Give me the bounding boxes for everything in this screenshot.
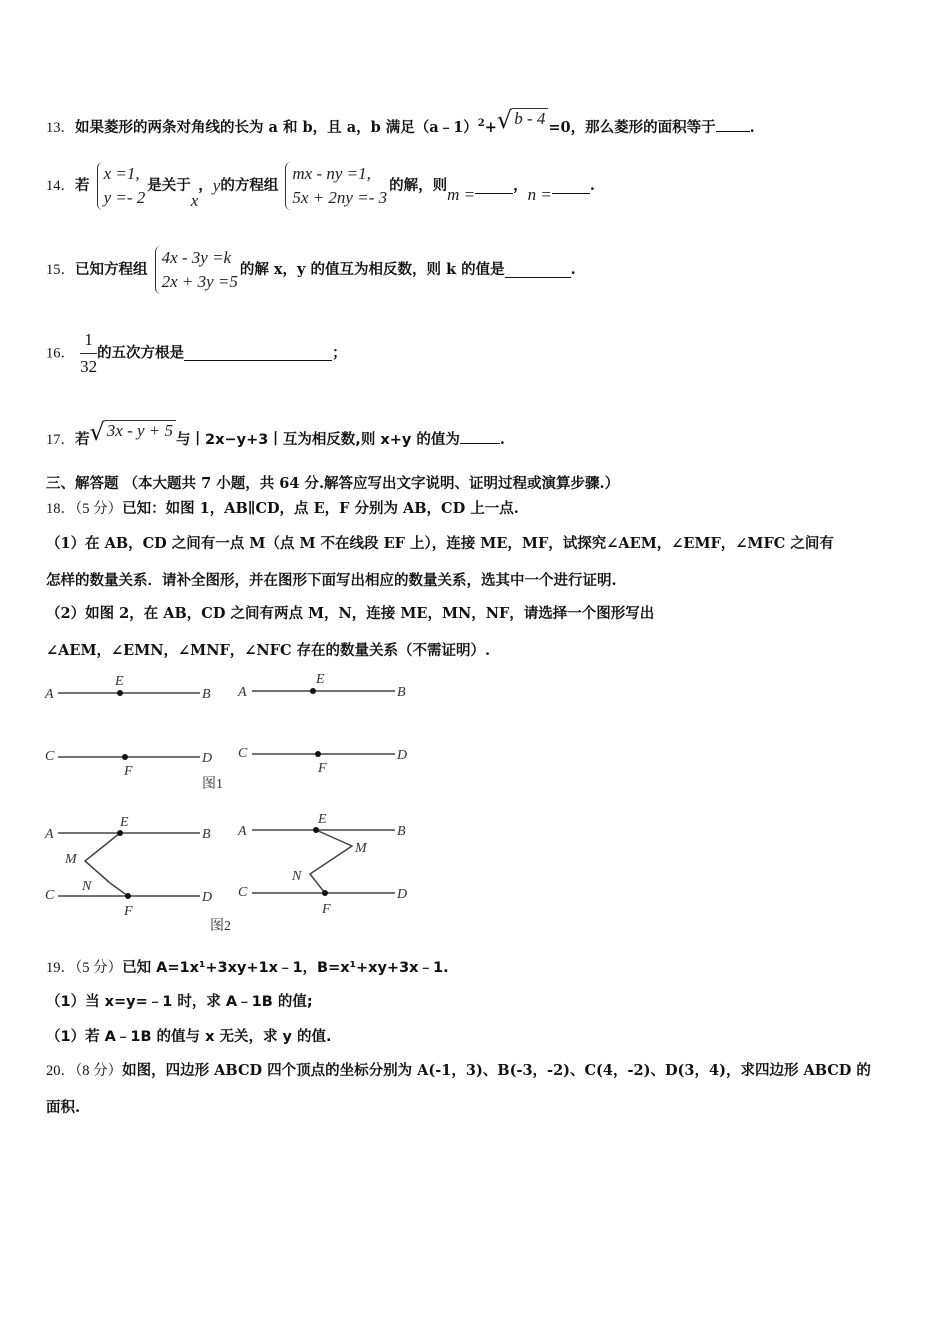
equation-line: mx - ny =1, (292, 164, 371, 183)
figure-2-caption: 图2 (210, 919, 231, 934)
label-E: E (115, 674, 124, 689)
label-A: A (45, 827, 54, 842)
radicand: 3x - y + 5 (105, 420, 176, 441)
ruo-text: 若 (75, 431, 90, 448)
label-E: E (316, 672, 325, 687)
question-19-intro (46, 958, 449, 978)
question-number: 17． (46, 432, 75, 448)
figure-1-left (44, 674, 223, 792)
question-16 (46, 330, 347, 380)
question-text: 如图，四边形 ABCD 四个顶点的坐标分别为 A(-1，3)、B(-3，-2)、C(4，-2)、D(3，4)，求四边形 ABCD 的 (122, 1062, 871, 1079)
fraction (80, 330, 97, 377)
section-heading: 三、解答题 （本大题共 7 小题，共 64 分.解答应写出文字说明、证明过程或演算步骤.） (46, 475, 620, 492)
end-mark: . (749, 119, 755, 136)
label-F: F (124, 904, 133, 919)
question-text: 已知：如图 1，AB∥CD，点 E，F 分别为 AB，CD 上一点. (122, 500, 519, 517)
question-text-2: 的解 x，y 的值互为相反数，则 k 的值是 (239, 261, 505, 278)
question-18-part1-a: （1）在 AB，CD 之间有一点 M（点 M 不在线段 EF 上），连接 ME，MF，试探究∠AEM，∠EMF，∠MFC 之间有 (46, 535, 834, 552)
figure-1-caption: 图1 (202, 777, 223, 792)
question-13 (46, 106, 755, 138)
label-B: B (397, 824, 406, 839)
end-mark: ； (332, 344, 347, 362)
label-D: D (202, 890, 213, 905)
end-mark: . (499, 431, 505, 448)
n-equals: n = (527, 185, 552, 204)
label-N: N (292, 869, 302, 884)
label-A: A (238, 824, 247, 839)
label-E: E (318, 812, 327, 827)
equation-system-solution (97, 162, 146, 210)
label-C: C (45, 888, 55, 903)
radicand: b - 4 (512, 108, 548, 129)
m-equals: m = (447, 185, 476, 204)
question-number: 14． (46, 178, 75, 194)
label-B: B (397, 685, 406, 700)
question-number: 15． (46, 262, 75, 278)
question-18-part1-b: 怎样的数量关系．请补全图形，并在图形下面写出相应的数量关系，选其中一个进行证明. (46, 572, 617, 589)
sqrt-symbol: √ (496, 106, 513, 134)
answer-blank-m[interactable] (475, 179, 513, 194)
question-17 (46, 418, 505, 450)
figures-1-2 (40, 668, 420, 938)
question-14 (46, 162, 595, 222)
question-text-3: 的解，则 (389, 177, 448, 194)
label-A: A (238, 685, 247, 700)
label-F: F (322, 902, 331, 917)
label-D: D (397, 748, 408, 763)
question-text: 已知 A=1x¹+3xy+1x﹣1，B=x¹+xy+3x﹣1. (122, 960, 449, 976)
equation-line: 5x + 2ny =- 3 (292, 188, 388, 207)
label-D: D (202, 751, 213, 766)
label-M: M (65, 852, 77, 867)
answer-blank[interactable] (184, 346, 332, 361)
figure-2-right (237, 812, 407, 917)
label-C: C (45, 749, 55, 764)
answer-blank[interactable] (716, 117, 750, 132)
end-mark: . (570, 261, 576, 278)
question-number: 20． (46, 1063, 75, 1079)
question-text: 如果菱形的两条对角线的长为 a 和 b，且 a，b 满足（a﹣1） (75, 119, 478, 136)
label-C: C (238, 746, 248, 761)
equation-line: x =1, (103, 164, 140, 183)
ruo-text: 若 (75, 177, 90, 194)
plus-sign: + (484, 119, 497, 136)
label-A: A (45, 687, 54, 702)
score: （5 分） (75, 960, 123, 976)
question-15 (46, 246, 576, 302)
answer-blank[interactable] (505, 263, 571, 278)
question-number: 19． (46, 960, 75, 976)
question-text: 是关于 (147, 177, 191, 194)
question-18-part2-a: （2）如图 2，在 AB，CD 之间有两点 M，N，连接 ME，MN，NF，请选择一个图形写出 (46, 605, 655, 622)
label-D: D (397, 887, 408, 902)
label-F: F (318, 761, 327, 776)
figure-2-left (44, 815, 231, 934)
question-20-line1 (46, 1061, 871, 1081)
label-M: M (355, 841, 367, 856)
question-text-2: =0，那么菱形的面积等于 (548, 119, 716, 136)
var-y: y (212, 176, 221, 195)
label-F: F (124, 764, 133, 779)
question-text: 的五次方根是 (97, 344, 185, 362)
comma: ， (198, 177, 213, 194)
question-text: 已知方程组 (75, 261, 148, 278)
equation-system (285, 162, 387, 210)
question-19-part2: （1）若 A﹣1B 的值与 x 无关，求 y 的值. (46, 1029, 332, 1045)
answer-blank-n[interactable] (552, 179, 590, 194)
question-19-part1: （1）当 x=y=﹣1 时，求 A﹣1B 的值; (46, 994, 313, 1010)
answer-blank[interactable] (460, 429, 500, 444)
question-18-intro (46, 499, 519, 519)
label-C: C (238, 885, 248, 900)
sqrt-symbol: √ (89, 418, 105, 446)
question-20-line2: 面积. (46, 1099, 81, 1116)
score: （5 分） (75, 501, 123, 517)
question-number: 18． (46, 501, 75, 517)
end-mark: . (589, 177, 595, 194)
label-B: B (202, 827, 211, 842)
separator: ， (513, 177, 528, 194)
fraction-denominator: 32 (80, 357, 98, 376)
question-text: 与丨2x−y+3丨互为相反数,则 x+y 的值为 (176, 432, 460, 448)
question-18-part2-b: ∠AEM，∠EMN，∠MNF，∠NFC 存在的数量关系（不需证明）. (46, 642, 491, 659)
question-text-2: 的方程组 (220, 177, 279, 194)
figure-1-right (237, 672, 407, 776)
var-x: x (190, 191, 199, 210)
equation-line: y =- 2 (103, 188, 146, 207)
label-N: N (82, 879, 92, 894)
superscript: 2 (477, 118, 485, 130)
label-B: B (202, 687, 211, 702)
equation-system (155, 246, 238, 294)
fraction-numerator: 1 (80, 330, 97, 354)
equation-line: 4x - 3y =k (161, 248, 232, 267)
question-number: 16． (46, 345, 75, 362)
equation-line: 2x + 3y =5 (161, 272, 238, 291)
question-number: 13． (46, 120, 75, 136)
score: （8 分） (75, 1063, 123, 1079)
label-E: E (120, 815, 129, 830)
